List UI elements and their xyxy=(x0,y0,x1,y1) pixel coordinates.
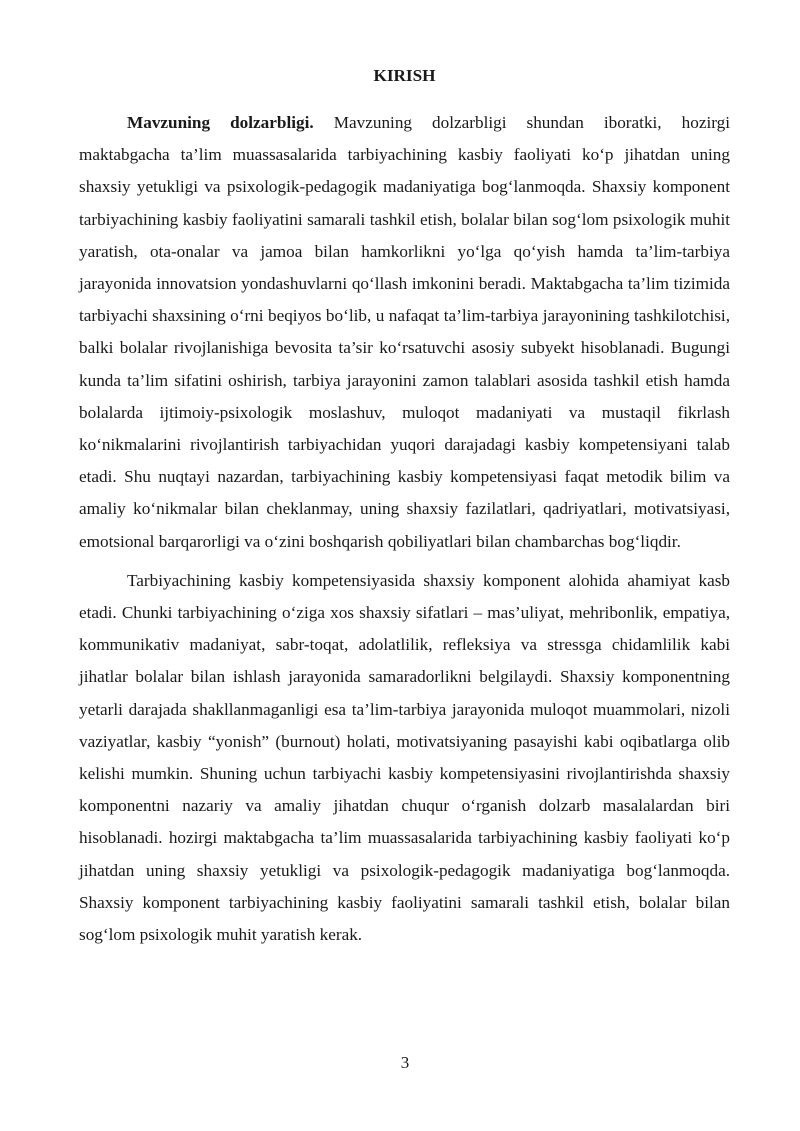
paragraph-lead: Mavzuning dolzarbligi. xyxy=(127,113,314,132)
paragraph-body: Mavzuning dolzarbligi shundan iboratki, hozirgi maktabgacha ta’lim muassasalarida tarbiyachining kasbiy faoliyati ko‘p jihatdan uning shaxsiy yetukligi va psixologik-pedagogik madaniyatiga bog‘lanmoqda. Shaxsiy komponent tarbiyachining kasbiy faoliyatini samarali tashkil etish, bolalar bilan sog‘lom psixologik muhit yaratish, ota-onalar va jamoa bilan hamkorlikni yo‘lga qo‘yish hamda ta’lim-tarbiya jarayonida innovatsion yondashuvlarni qo‘llash imkonini beradi. Maktabgacha ta’lim tizimida tarbiyachi shaxsining o‘rni beqiyos bo‘lib, u nafaqat ta’lim-tarbiya jarayonining tashkilotchisi, balki bolalar rivojlanishiga bevosita ta’sir ko‘rsatuvchi asosiy subyekt hisoblanadi. Bugungi kunda ta’lim sifatini oshirish, tarbiya jarayonini zamon talablari asosida tashkil etish hamda bolalarda ijtimoiy-psixologik moslashuv, muloqot madaniyati va mustaqil fikrlash ko‘nikmalarini rivojlantirish tarbiyachidan yuqori darajadagi kasbiy kompetensiyani talab etadi. Shu nuqtayi nazardan, tarbiyachining kasbiy kompetensiyasi faqat metodik bilim va amaliy ko‘nikmalar bilan cheklanmay, uning shaxsiy fazilatlari, qadriyatlari, motivatsiyasi, emotsional barqarorligi va o‘zini boshqarish qobiliyatlari bilan chambarchas bog‘liqdir. xyxy=(79,113,731,551)
page-content xyxy=(79,64,730,951)
paragraph-relevance xyxy=(79,107,730,558)
section-heading: KIRISH xyxy=(373,66,436,85)
paragraph-body: Tarbiyachining kasbiy kompetensiyasida shaxsiy komponent alohida ahamiyat kasb etadi. Chunki tarbiyachining o‘ziga xos shaxsiy sifatlari – mas’uliyat, mehribonlik, empatiya, kommunikativ madaniyat, sabr-toqat, adolatlilik, refleksiya va stressga chidamlilik kabi jihatlar bolalar bilan ishlash jarayonida samaradorlikni belgilaydi. Shaxsiy komponentning yetarli darajada shakllanmaganligi esa ta’lim-tarbiya jarayonida muloqot muammolari, nizoli vaziyatlar, kasbiy “yonish” (burnout) holati, motivatsiyaning pasayishi kabi oqibatlarga olib kelishi mumkin. Shuning uchun tarbiyachi kasbiy kompetensiyasini rivojlantirishda shaxsiy komponentni nazariy va amaliy jihatdan chuqur o‘rganish dolzarb masalalardan biri hisoblanadi. hozirgi maktabgacha ta’lim muassasalarida tarbiyachining kasbiy faoliyati ko‘p jihatdan uning shaxsiy yetukligi va psixologik-pedagogik madaniyatiga bog‘lanmoqda. Shaxsiy komponent tarbiyachining kasbiy faoliyatini samarali tashkil etish, bolalar bilan sog‘lom psixologik muhit yaratish kerak. xyxy=(79,570,730,945)
paragraph-personal-component xyxy=(79,565,730,951)
page-number: 3 xyxy=(400,1053,410,1072)
